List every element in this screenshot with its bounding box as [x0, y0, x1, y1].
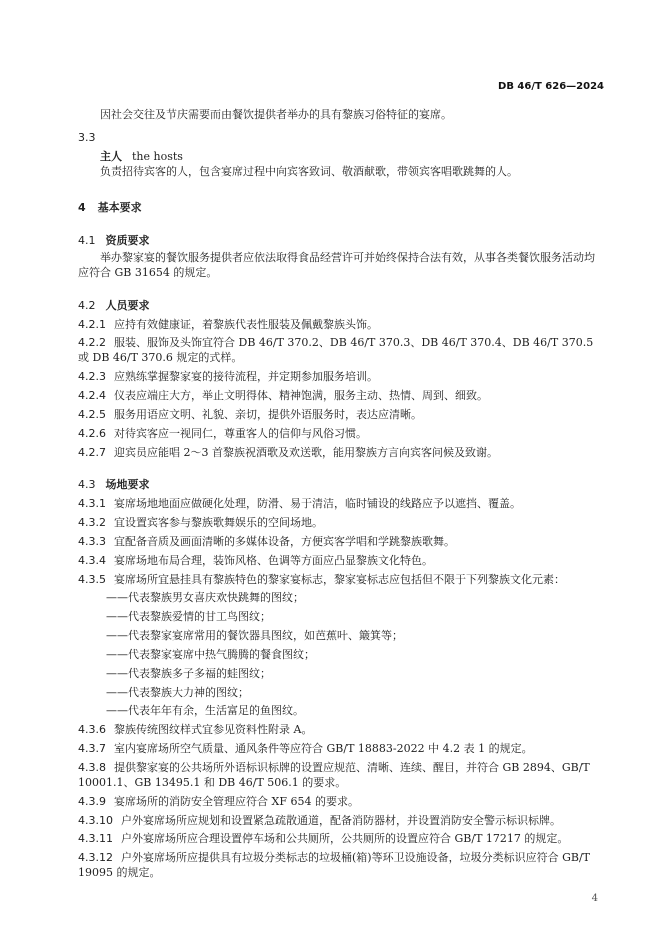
clause-item	[78, 497, 604, 512]
clause-item	[78, 814, 604, 829]
clause-text: 黎族传统图纹样式宜参见资料性附录 A。	[114, 723, 313, 737]
clause-text: 宜配备音质及画面清晰的多媒体设备，方便宾客学唱和学跳黎族歌舞。	[114, 534, 455, 548]
clause-number: 4.2.5	[78, 407, 106, 421]
chapter-title: 基本要求	[97, 201, 142, 215]
list-item: ——代表黎族爱情的甘工鸟图纹；	[106, 610, 271, 624]
clause-item	[78, 832, 604, 847]
chapter-4-heading	[78, 201, 604, 216]
clause-text: 宴席场地地面应做硬化处理，防滑、易于清洁，临时铺设的线路应予以遮挡、覆盖。	[114, 497, 521, 511]
list-item: ——代表黎家宴席中热气腾腾的餐食图纹；	[106, 647, 315, 661]
clause-number: 4.2.7	[78, 445, 106, 459]
chapter-number: 4	[78, 201, 86, 215]
clause-number: 4.2.4	[78, 388, 106, 402]
section-title: 场地要求	[105, 478, 150, 492]
term-3-3-definition: 负责招待宾客的人，包含宴席过程中向宾客致词、敬酒献歌，带领宾客唱歌跳舞的人。	[100, 164, 518, 178]
clause-number: 4.3.6	[78, 723, 106, 737]
list-item: ——代表黎族男女喜庆欢快跳舞的图纹；	[106, 591, 304, 605]
section-number: 4.1	[78, 234, 96, 248]
section-4-1-heading	[78, 234, 604, 249]
clause-text: 宜设置宾客参与黎族歌舞娱乐的空间场地。	[114, 516, 323, 530]
section-4-2-heading	[78, 299, 604, 314]
clause-text: 服务用语应文明、礼貌、亲切，提供外语服务时，表达应清晰。	[114, 407, 422, 421]
section-title: 资质要求	[105, 234, 150, 248]
clause-text: 宴席场地布局合理，装饰风格、色调等方面应凸显黎族文化特色。	[114, 553, 433, 567]
clause-item	[78, 427, 604, 442]
clause-item	[78, 795, 604, 810]
clause-number: 4.3.2	[78, 516, 106, 530]
term-3-3-number: 3.3	[78, 130, 96, 144]
clause-item	[78, 370, 604, 385]
clause-text: 迎宾员应能唱 2～3 首黎族祝酒歌及欢送歌，能用黎族方言向宾客问候及致谢。	[114, 445, 498, 459]
clause-number: 4.3.5	[78, 572, 106, 586]
clause-text: 提供黎家宴的公共场所外语标识标牌的设置应规范、清晰、连续、醒目，并符合 GB 2894、GB/T 10001.1、GB 13495.1 和 DB 46/T 506.1 的要求。	[78, 761, 590, 789]
section-4-1-text: 举办黎家宴的餐饮服务提供者应依法取得食品经营许可并始终保持合法有效，从事各类餐饮服务活动均应符合 GB 31654 的规定。	[78, 251, 595, 279]
clause-item	[78, 554, 604, 569]
term-3-3-name-en: the hosts	[132, 149, 183, 163]
term-3-3-name-zh: 主人	[100, 149, 122, 163]
clause-number: 4.2.6	[78, 426, 106, 440]
clause-text: 对待宾客应一视同仁，尊重客人的信仰与风俗习惯。	[114, 426, 367, 440]
clause-item	[78, 573, 604, 588]
clause-text: 户外宴席场所应规划和设置紧急疏散通道，配备消防器材，并设置消防安全警示标识标牌。	[121, 813, 561, 827]
section-4-3-clauses-b	[78, 723, 604, 881]
clause-item	[78, 742, 604, 757]
list-item: ——代表黎家宴席常用的餐饮器具图纹，如芭蕉叶、簸箕等；	[106, 629, 403, 643]
clause-number: 4.2.3	[78, 370, 106, 384]
clause-number: 4.3.7	[78, 742, 106, 756]
clause-item	[78, 336, 604, 366]
clause-text: 应熟练掌握黎家宴的接待流程，并定期参加服务培训。	[114, 370, 378, 384]
clause-number: 4.2.2	[78, 336, 106, 350]
clause-number: 4.3.8	[78, 761, 106, 774]
clause-number: 4.3.4	[78, 553, 106, 567]
term-3-3-name	[78, 150, 604, 165]
list-item: ——代表黎族多子多福的蛙图纹；	[106, 666, 271, 680]
clause-text: 户外宴席场所应合理设置停车场和公共厕所，公共厕所的设置应符合 GB/T 17217 的规定。	[121, 832, 569, 846]
clause-text: 宴席场所的消防安全管理应符合 XF 654 的要求。	[114, 794, 359, 808]
term-3-2-definition: 因社会交往及节庆需要而由餐饮提供者举办的具有黎族习俗特征的宴席。	[100, 108, 452, 121]
clause-item	[78, 408, 604, 423]
clause-item	[78, 446, 604, 461]
document-code: DB 46/T 626—2024	[498, 81, 604, 92]
clause-text: 宴席场所宜悬挂具有黎族特色的黎家宴标志，黎家宴标志应包括但不限于下列黎族文化元素：	[114, 572, 565, 586]
element-list	[78, 591, 604, 719]
section-number: 4.2	[78, 298, 96, 312]
clause-text: 户外宴席场所应提供具有垃圾分类标志的垃圾桶(箱)等环卫设施设备，垃圾分类标识应符合 GB/T 19095 的规定。	[78, 851, 590, 880]
list-item: ——代表黎族大力神的图纹；	[106, 685, 249, 699]
clause-item	[78, 318, 604, 333]
clause-number: 4.2.1	[78, 317, 106, 331]
clause-item	[78, 535, 604, 550]
clause-number: 4.3.1	[78, 497, 106, 511]
clause-text: 室内宴席场所空气质量、通风条件等应符合 GB/T 18883-2022 中 4.2 表 1 的规定。	[114, 742, 533, 756]
section-4-2-clauses	[78, 318, 604, 461]
clause-item	[78, 723, 604, 738]
clause-number: 4.3.11	[78, 832, 113, 846]
clause-text: 应持有效健康证，着黎族代表性服装及佩戴黎族头饰。	[114, 317, 378, 331]
clause-item	[78, 516, 604, 531]
clause-number: 4.3.12	[78, 851, 113, 865]
clause-number: 4.3.3	[78, 534, 106, 548]
page-number: 4	[591, 893, 598, 904]
clause-number: 4.3.10	[78, 813, 113, 827]
clause-text: 仪表应端庄大方，举止文明得体、精神饱满，服务主动、热情、周到、细致。	[114, 388, 488, 402]
clause-item	[78, 851, 604, 881]
document-body	[78, 108, 604, 881]
section-4-3-heading	[78, 478, 604, 493]
clause-item	[78, 389, 604, 404]
section-number: 4.3	[78, 478, 96, 492]
clause-number: 4.3.9	[78, 794, 106, 808]
list-item: ——代表年年有余，生活富足的鱼图纹。	[106, 704, 304, 718]
section-4-3-clauses-a	[78, 497, 604, 587]
clause-text: 服装、服饰及头饰宜符合 DB 46/T 370.2、DB 46/T 370.3、DB 46/T 370.4、DB 46/T 370.5 或 DB 46/T 370.6 规定的式样。	[78, 336, 594, 365]
clause-item	[78, 761, 604, 791]
section-title: 人员要求	[105, 298, 150, 312]
